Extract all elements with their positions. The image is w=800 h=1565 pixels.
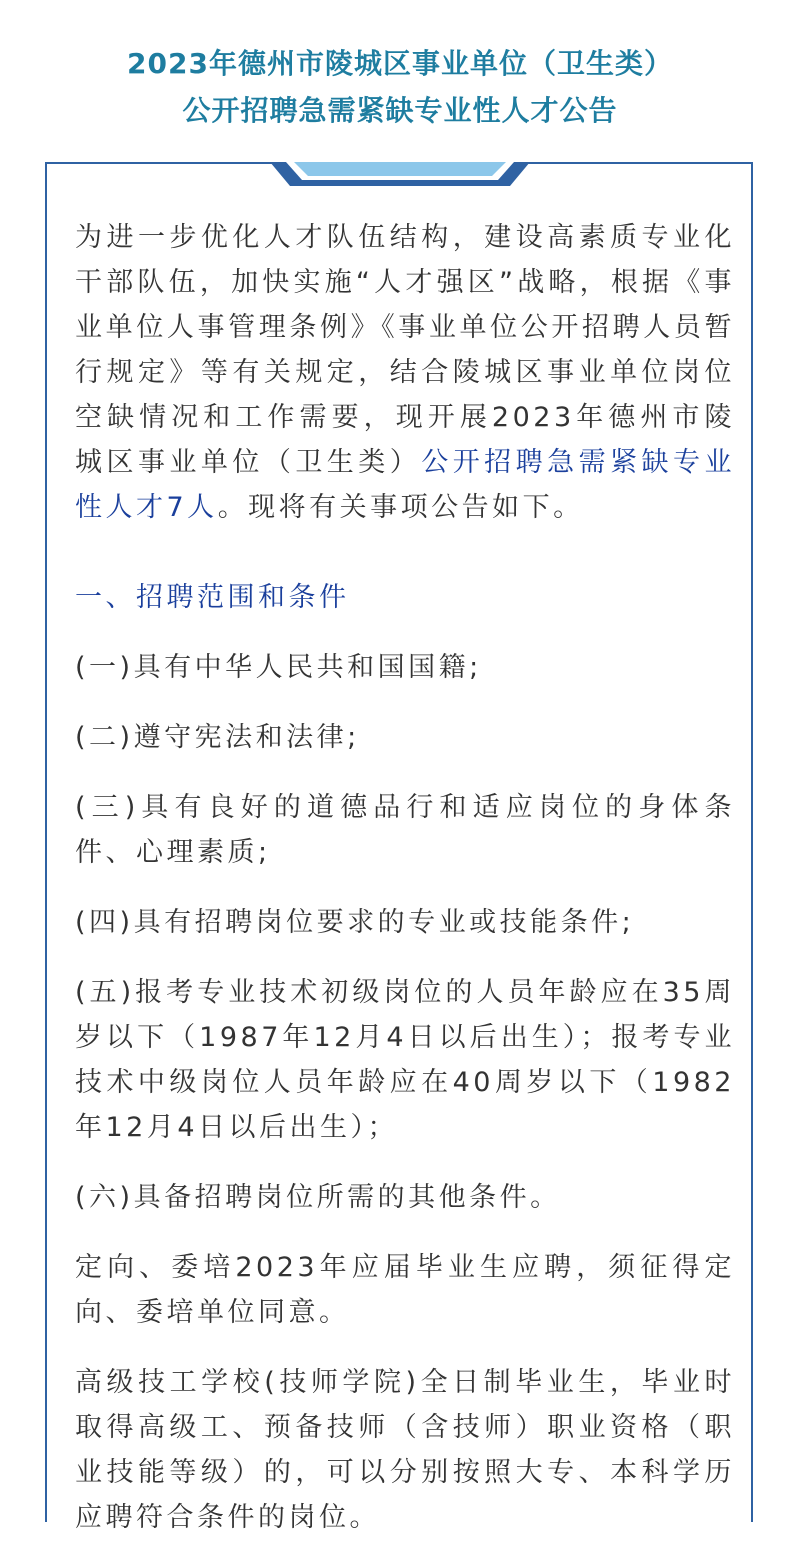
intro-highlight: 公开招聘急需紧缺专业性人才7人 <box>75 447 736 523</box>
note-paragraph: 定向、委培2023年应届毕业生应聘，须征得定向、委培单位同意。 <box>75 1252 735 1328</box>
frame-tab-decoration <box>270 162 530 192</box>
condition-item: (一)具有中华人民共和国国籍; <box>75 652 482 683</box>
page-title-line1: 2023年德州市陵城区事业单位（卫生类） <box>127 47 673 80</box>
condition-item: (六)具备招聘岗位所需的其他条件。 <box>75 1182 561 1213</box>
condition-item: (四)具有招聘岗位要求的专业或技能条件; <box>75 907 635 938</box>
note-paragraph: 高级技工学校(技师学院)全日制毕业生，毕业时取得高级工、预备技师（含技师）职业资格（职业技能等级）的，可以分别按照大专、本科学历应聘符合条件的岗位。 <box>75 1367 735 1533</box>
condition-item: (五)报考专业技术初级岗位的人员年龄应在35周岁以下（1987年12月4日以后出生）；报考专业技术中级岗位人员年龄应在40周岁以下（1982年12月4日以后出生）； <box>75 977 735 1143</box>
page-title-line2: 公开招聘急需紧缺专业性人才公告 <box>182 94 618 127</box>
article-body <box>75 215 735 1565</box>
intro-paragraph <box>75 215 735 530</box>
section-heading: 一、招聘范围和条件 <box>75 582 350 613</box>
page-title <box>0 40 800 134</box>
condition-item: (二)遵守宪法和法律; <box>75 722 360 753</box>
condition-item: (三)具有良好的道德品行和适应岗位的身体条件、心理素质; <box>75 792 735 868</box>
intro-text-end: 。现将有关事项公告如下。 <box>217 492 584 523</box>
intro-text: 为进一步优化人才队伍结构，建设高素质专业化干部队伍，加快实施“人才强区”战略，根据《事业单位人事管理条例》《事业单位公开招聘人员暂行规定》等有关规定，结合陵城区事业单位岗位空缺情况和工作需要，现开展2023年德州市陵城区事业单位（卫生类） <box>75 222 735 478</box>
